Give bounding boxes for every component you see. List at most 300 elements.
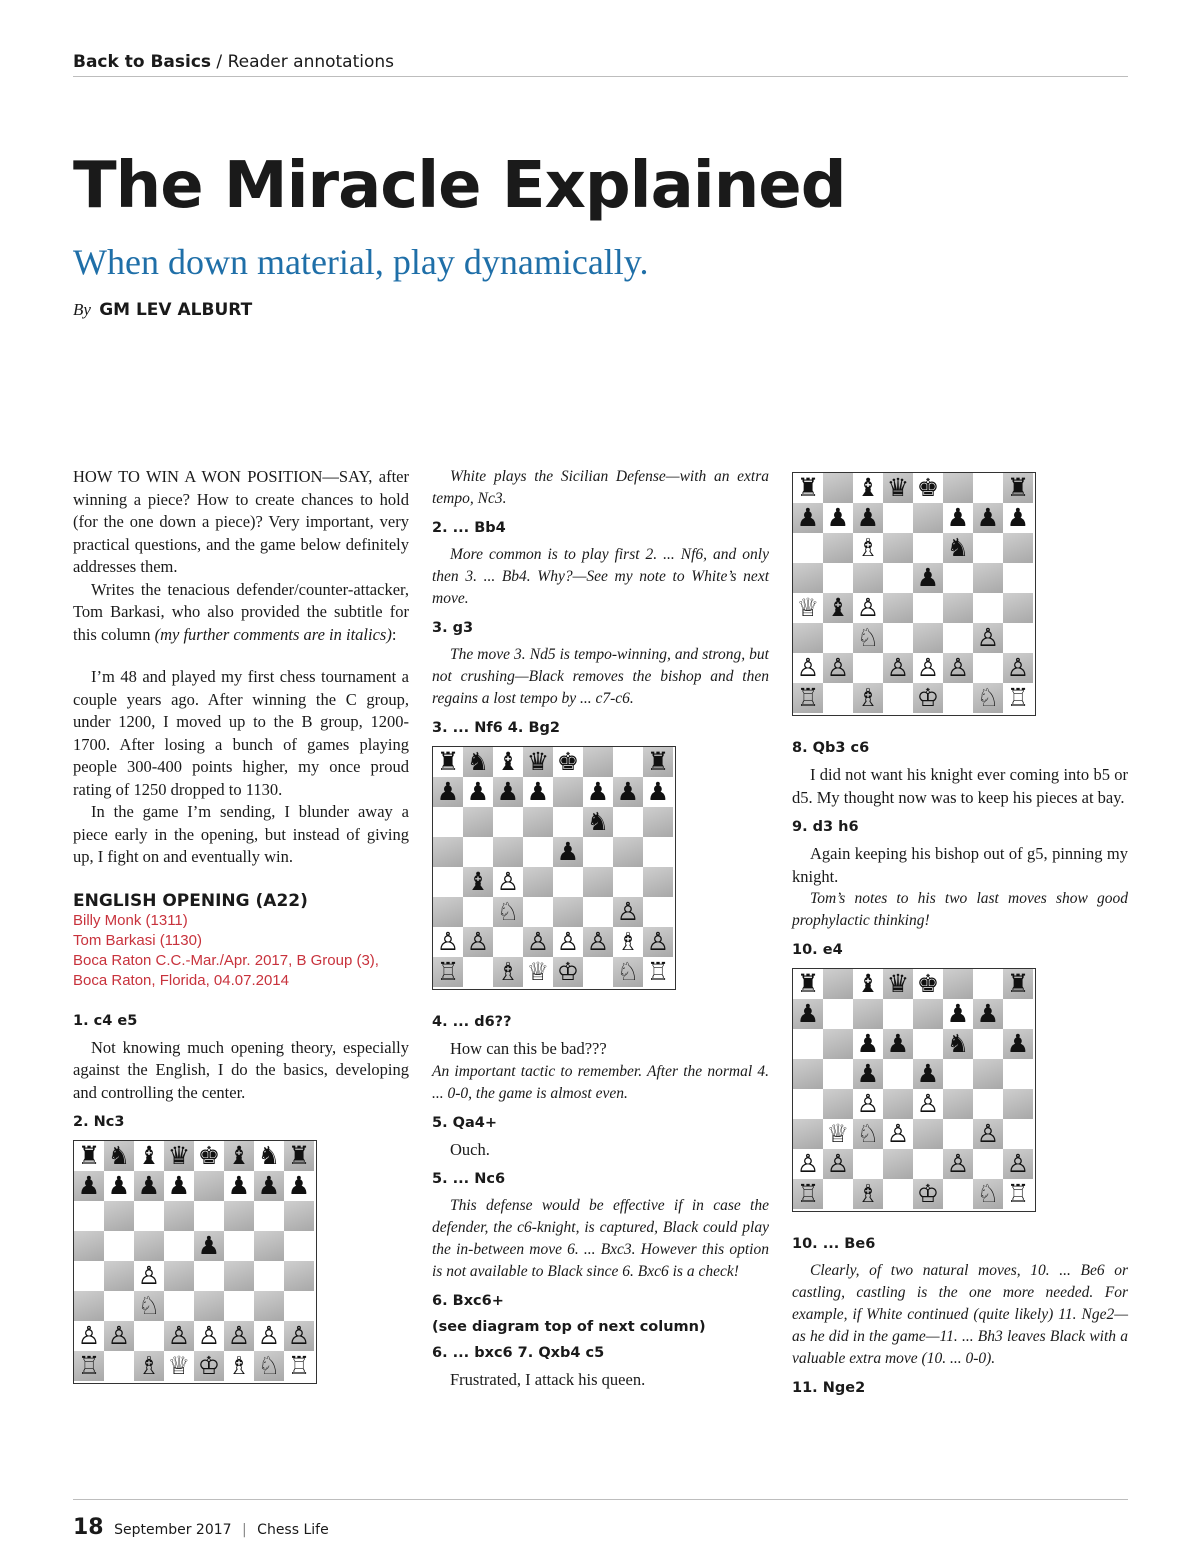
white-pawn-icon: ♙	[823, 1149, 853, 1179]
move: 11. Nge2	[792, 1380, 866, 1396]
white-queen-icon: ♕	[823, 1119, 853, 1149]
board-square	[853, 1149, 883, 1179]
white-bishop-icon: ♗	[613, 927, 643, 957]
italic-note: Tom’s notes to his two last moves show good prophylactic thinking!	[792, 890, 1128, 929]
board-square	[943, 473, 973, 503]
black-pawn-icon: ♟	[943, 503, 973, 533]
board-square	[164, 1231, 194, 1261]
board-square	[194, 1201, 224, 1231]
white-bishop-icon: ♗	[853, 533, 883, 563]
board-square	[973, 1149, 1003, 1179]
board-square	[823, 1179, 853, 1209]
black-pawn-icon: ♟	[613, 777, 643, 807]
board-square	[643, 897, 673, 927]
black-queen-icon: ♛	[883, 473, 913, 503]
white-rook-icon: ♖	[1003, 1179, 1033, 1209]
white-rook-icon: ♖	[284, 1351, 314, 1381]
board-square	[883, 533, 913, 563]
move: 6. Bxc6+	[432, 1293, 504, 1309]
board-square	[583, 837, 613, 867]
header-rule	[73, 76, 1128, 77]
white-rook-icon: ♖	[643, 957, 673, 987]
board-square	[284, 1231, 314, 1261]
white-pawn-icon: ♙	[74, 1321, 104, 1351]
board-square	[1003, 623, 1033, 653]
move: 4. ... d6??	[432, 1014, 512, 1030]
board-square	[823, 473, 853, 503]
board-square	[1003, 1059, 1033, 1089]
black-pawn-icon: ♟	[1003, 503, 1033, 533]
white-pawn-icon: ♙	[973, 623, 1003, 653]
board-square	[164, 1291, 194, 1321]
board-square	[194, 1291, 224, 1321]
board-square	[883, 563, 913, 593]
board-square	[853, 653, 883, 683]
white-pawn-icon: ♙	[943, 653, 973, 683]
section-divider: /	[211, 52, 228, 72]
white-king-icon: ♔	[194, 1351, 224, 1381]
black-pawn-icon: ♟	[823, 503, 853, 533]
board-square	[973, 653, 1003, 683]
move: 3. ... Nf6 4. Bg2	[432, 720, 560, 736]
board-square	[74, 1261, 104, 1291]
board-square	[1003, 999, 1033, 1029]
white-king-icon: ♔	[553, 957, 583, 987]
board-square	[583, 897, 613, 927]
black-pawn-icon: ♟	[943, 999, 973, 1029]
white-pawn-icon: ♙	[973, 1119, 1003, 1149]
board-square	[823, 1089, 853, 1119]
move: 8. Qb3 c6	[792, 740, 870, 756]
byline	[73, 300, 252, 320]
black-pawn-icon: ♟	[853, 503, 883, 533]
black-pawn-icon: ♟	[583, 777, 613, 807]
board-square	[943, 593, 973, 623]
board-square	[823, 563, 853, 593]
board-square	[553, 807, 583, 837]
white-rook-icon: ♖	[1003, 683, 1033, 713]
board-square	[1003, 593, 1033, 623]
white-queen-icon: ♕	[164, 1351, 194, 1381]
board-square	[433, 897, 463, 927]
black-rook-icon: ♜	[433, 747, 463, 777]
issue-date: September 2017	[114, 1522, 232, 1538]
move: 10. ... Be6	[792, 1236, 876, 1252]
black-king-icon: ♚	[913, 473, 943, 503]
black-bishop-icon: ♝	[493, 747, 523, 777]
board-square	[134, 1231, 164, 1261]
board-square	[823, 533, 853, 563]
board-square	[463, 837, 493, 867]
paragraph: How can this be bad???	[450, 1039, 607, 1058]
white-pawn-icon: ♙	[164, 1321, 194, 1351]
board-square	[793, 533, 823, 563]
board-square	[973, 563, 1003, 593]
board-square	[493, 927, 523, 957]
section-name: Back to Basics	[73, 52, 212, 72]
white-pawn-icon: ♙	[134, 1261, 164, 1291]
board-square	[194, 1171, 224, 1201]
board-square	[1003, 1119, 1033, 1149]
white-pawn-icon: ♙	[913, 1089, 943, 1119]
white-pawn-icon: ♙	[883, 1119, 913, 1149]
black-rook-icon: ♜	[74, 1141, 104, 1171]
byline-author: GM LEV ALBURT	[99, 300, 253, 320]
black-pawn-icon: ♟	[973, 503, 1003, 533]
white-pawn-icon: ♙	[493, 867, 523, 897]
black-pawn-icon: ♟	[433, 777, 463, 807]
board-square	[463, 957, 493, 987]
italic-note: (my further comments are in italics)	[154, 624, 392, 644]
white-pawn-icon: ♙	[943, 1149, 973, 1179]
board-square	[883, 623, 913, 653]
board-square	[613, 867, 643, 897]
white-rook-icon: ♖	[793, 683, 823, 713]
chess-diagram-3	[792, 472, 1036, 716]
white-bishop-icon: ♗	[134, 1351, 164, 1381]
white-knight-icon: ♘	[973, 683, 1003, 713]
board-square	[164, 1261, 194, 1291]
game-heading: ENGLISH OPENING (A22)	[73, 890, 308, 911]
board-square	[134, 1201, 164, 1231]
board-square	[973, 1029, 1003, 1059]
black-queen-icon: ♛	[883, 969, 913, 999]
board-square	[943, 1179, 973, 1209]
board-square	[613, 837, 643, 867]
column-2	[432, 466, 769, 1392]
italic-note: More common is to play first 2. ... Nf6, and only then 3. ... Bb4. Why?—See my note to White’s next move.	[432, 546, 769, 607]
board-square	[194, 1261, 224, 1291]
magazine-name: Chess Life	[257, 1522, 329, 1538]
black-pawn-icon: ♟	[793, 503, 823, 533]
chess-diagram-4	[792, 968, 1036, 1212]
paragraph: I did not want his knight ever coming into b5 or d5. My thought now was to keep his pieces at bay.	[792, 765, 1128, 807]
board-square	[583, 957, 613, 987]
board-square	[943, 1089, 973, 1119]
board-square	[943, 1059, 973, 1089]
black-rook-icon: ♜	[793, 969, 823, 999]
board-square	[104, 1201, 134, 1231]
white-pawn-icon: ♙	[553, 927, 583, 957]
white-bishop-icon: ♗	[493, 957, 523, 987]
board-square	[823, 969, 853, 999]
board-square	[553, 777, 583, 807]
board-square	[943, 683, 973, 713]
paragraph: Again keeping his bishop out of g5, pinning my knight.	[792, 844, 1128, 886]
board-square	[254, 1291, 284, 1321]
board-square	[793, 1089, 823, 1119]
white-knight-icon: ♘	[853, 623, 883, 653]
board-square	[553, 897, 583, 927]
board-square	[913, 593, 943, 623]
board-square	[853, 563, 883, 593]
white-knight-icon: ♘	[493, 897, 523, 927]
board-square	[493, 837, 523, 867]
black-pawn-icon: ♟	[973, 999, 1003, 1029]
italic-note: Clearly, of two natural moves, 10. ... Be6 or castling, castling is the one more needed. For example, if White continued (quite likely) 11. Nge2—as he did in the game—11. ... Bh3 leaves Black with a valuable extra move (10. ... 0-0).	[792, 1262, 1128, 1367]
board-square	[883, 1179, 913, 1209]
black-pawn-icon: ♟	[463, 777, 493, 807]
board-square	[1003, 563, 1033, 593]
white-pawn-icon: ♙	[104, 1321, 134, 1351]
black-pawn-icon: ♟	[853, 1059, 883, 1089]
black-pawn-icon: ♟	[284, 1171, 314, 1201]
black-pawn-icon: ♟	[224, 1171, 254, 1201]
board-square	[913, 1149, 943, 1179]
black-bishop-icon: ♝	[853, 969, 883, 999]
white-queen-icon: ♕	[793, 593, 823, 623]
board-square	[793, 1029, 823, 1059]
board-square	[973, 1059, 1003, 1089]
board-square	[74, 1231, 104, 1261]
white-rook-icon: ♖	[793, 1179, 823, 1209]
move: 2. Nc3	[73, 1114, 125, 1130]
white-bishop-icon: ♗	[853, 683, 883, 713]
board-square	[463, 897, 493, 927]
board-square	[433, 867, 463, 897]
board-square	[463, 807, 493, 837]
black-rook-icon: ♜	[1003, 969, 1033, 999]
board-square	[224, 1261, 254, 1291]
board-square	[284, 1261, 314, 1291]
intro-paragraph: HOW TO WIN A WON POSITION—SAY, after winning a piece? How to create chances to hold (for the one down a piece)? Very important, very practical questions, and the game below definitely addresses them.	[73, 467, 409, 576]
black-pawn-icon: ♟	[913, 1059, 943, 1089]
black-knight-icon: ♞	[583, 807, 613, 837]
board-square	[793, 1059, 823, 1089]
board-square	[913, 999, 943, 1029]
black-rook-icon: ♜	[1003, 473, 1033, 503]
board-square	[793, 1119, 823, 1149]
board-square	[883, 503, 913, 533]
white-king-icon: ♔	[913, 683, 943, 713]
move: 5. ... Nc6	[432, 1171, 506, 1187]
board-square	[254, 1231, 284, 1261]
black-player: Tom Barkasi (1130)	[73, 931, 202, 949]
black-pawn-icon: ♟	[553, 837, 583, 867]
white-pawn-icon: ♙	[643, 927, 673, 957]
chess-diagram-1	[73, 1140, 317, 1384]
board-square	[853, 999, 883, 1029]
black-rook-icon: ♜	[643, 747, 673, 777]
board-square	[583, 747, 613, 777]
white-pawn-icon: ♙	[853, 593, 883, 623]
board-square	[943, 623, 973, 653]
game-event: Boca Raton C.C.-Mar./Apr. 2017, B Group (3), Boca Raton, Florida, 04.07.2014	[73, 951, 379, 989]
white-pawn-icon: ♙	[433, 927, 463, 957]
white-pawn-icon: ♙	[463, 927, 493, 957]
white-knight-icon: ♘	[853, 1119, 883, 1149]
board-square	[613, 747, 643, 777]
page-number: 18	[73, 1515, 104, 1540]
black-bishop-icon: ♝	[224, 1141, 254, 1171]
board-square	[74, 1291, 104, 1321]
board-square	[883, 1089, 913, 1119]
subsection-name: Reader annotations	[227, 52, 395, 72]
white-pawn-icon: ♙	[793, 1149, 823, 1179]
white-pawn-icon: ♙	[1003, 1149, 1033, 1179]
board-square	[883, 593, 913, 623]
paragraph: Frustrated, I attack his queen.	[450, 1370, 646, 1389]
board-square	[643, 837, 673, 867]
board-square	[284, 1291, 314, 1321]
board-square	[823, 683, 853, 713]
black-pawn-icon: ♟	[194, 1231, 224, 1261]
board-square	[523, 867, 553, 897]
board-square	[224, 1231, 254, 1261]
black-pawn-icon: ♟	[1003, 1029, 1033, 1059]
black-bishop-icon: ♝	[134, 1141, 164, 1171]
board-square	[943, 969, 973, 999]
white-bishop-icon: ♗	[853, 1179, 883, 1209]
column-1	[73, 466, 409, 1394]
move: 2. ... Bb4	[432, 520, 506, 536]
white-pawn-icon: ♙	[224, 1321, 254, 1351]
paragraph: Not knowing much opening theory, especially against the English, I do the basics, developing and controlling the center.	[73, 1037, 409, 1102]
board-square	[523, 807, 553, 837]
black-bishop-icon: ♝	[823, 593, 853, 623]
move: 3. g3	[432, 620, 474, 636]
white-player: Billy Monk (1311)	[73, 911, 188, 929]
white-knight-icon: ♘	[134, 1291, 164, 1321]
black-queen-icon: ♛	[164, 1141, 194, 1171]
italic-note: The move 3. Nd5 is tempo-winning, and strong, but not crushing—Black removes the bishop and then regains a lost tempo by ... c7-c6.	[432, 646, 769, 707]
footer-rule	[73, 1499, 1128, 1500]
paragraph-text: Writes the tenacious defender/counter-attacker, Tom Barkasi, who also provided the subtitle for this column	[73, 579, 409, 644]
move: 5. Qa4+	[432, 1114, 497, 1131]
board-square	[1003, 1089, 1033, 1119]
board-square	[913, 503, 943, 533]
column-3	[792, 466, 1128, 1404]
board-square	[553, 867, 583, 897]
board-square	[134, 1321, 164, 1351]
black-pawn-icon: ♟	[793, 999, 823, 1029]
black-rook-icon: ♜	[793, 473, 823, 503]
black-knight-icon: ♞	[463, 747, 493, 777]
white-pawn-icon: ♙	[823, 653, 853, 683]
board-square	[883, 1059, 913, 1089]
board-square	[793, 563, 823, 593]
board-square	[793, 623, 823, 653]
black-knight-icon: ♞	[104, 1141, 134, 1171]
board-square	[823, 1029, 853, 1059]
board-square	[224, 1291, 254, 1321]
black-pawn-icon: ♟	[104, 1171, 134, 1201]
black-king-icon: ♚	[553, 747, 583, 777]
paragraph	[73, 579, 409, 647]
board-square	[973, 533, 1003, 563]
board-square	[493, 807, 523, 837]
board-square	[913, 623, 943, 653]
board-square	[433, 837, 463, 867]
board-square	[224, 1201, 254, 1231]
white-pawn-icon: ♙	[793, 653, 823, 683]
board-square	[164, 1201, 194, 1231]
white-bishop-icon: ♗	[224, 1351, 254, 1381]
board-square	[973, 473, 1003, 503]
white-pawn-icon: ♙	[853, 1089, 883, 1119]
black-pawn-icon: ♟	[643, 777, 673, 807]
board-square	[104, 1291, 134, 1321]
board-square	[913, 1119, 943, 1149]
white-queen-icon: ♕	[523, 957, 553, 987]
board-square	[613, 807, 643, 837]
board-square	[913, 1029, 943, 1059]
italic-note: This defense would be effective if in case the defender, the c6-knight, is captured, Black could play the in-between move 6. ... Bxc3. However this option is not available to Black since 6. Bxc6 is a check!	[432, 1197, 769, 1280]
black-pawn-icon: ♟	[913, 563, 943, 593]
board-square	[74, 1201, 104, 1231]
move: 10. e4	[792, 942, 843, 958]
black-pawn-icon: ♟	[164, 1171, 194, 1201]
white-rook-icon: ♖	[74, 1351, 104, 1381]
white-pawn-icon: ♙	[523, 927, 553, 957]
board-square	[104, 1351, 134, 1381]
board-square	[284, 1201, 314, 1231]
paragraph: Ouch.	[450, 1139, 490, 1159]
board-square	[943, 563, 973, 593]
board-square	[254, 1201, 284, 1231]
move-note: (see diagram top of next column)	[432, 1319, 706, 1335]
board-square	[883, 683, 913, 713]
board-square	[973, 1089, 1003, 1119]
chess-diagram-2	[432, 746, 676, 990]
white-pawn-icon: ♙	[1003, 653, 1033, 683]
black-rook-icon: ♜	[284, 1141, 314, 1171]
white-pawn-icon: ♙	[194, 1321, 224, 1351]
white-pawn-icon: ♙	[254, 1321, 284, 1351]
white-knight-icon: ♘	[254, 1351, 284, 1381]
white-knight-icon: ♘	[613, 957, 643, 987]
page-footer	[73, 1515, 329, 1540]
black-knight-icon: ♞	[943, 1029, 973, 1059]
section-header	[73, 52, 1128, 72]
board-square	[823, 623, 853, 653]
board-square	[943, 1119, 973, 1149]
black-queen-icon: ♛	[523, 747, 553, 777]
white-pawn-icon: ♙	[913, 653, 943, 683]
board-square	[583, 867, 613, 897]
paragraph: In the game I’m sending, I blunder away a piece early in the opening, but instead of giving up, I fight on and eventually win.	[73, 802, 409, 866]
board-square	[883, 1149, 913, 1179]
board-square	[823, 999, 853, 1029]
board-square	[523, 897, 553, 927]
move: 9. d3 h6	[792, 819, 859, 835]
white-pawn-icon: ♙	[583, 927, 613, 957]
white-pawn-icon: ♙	[883, 653, 913, 683]
board-square	[104, 1231, 134, 1261]
black-bishop-icon: ♝	[463, 867, 493, 897]
board-square	[104, 1261, 134, 1291]
article-subtitle: When down material, play dynamically.	[73, 242, 649, 282]
board-square	[643, 807, 673, 837]
white-pawn-icon: ♙	[613, 897, 643, 927]
white-knight-icon: ♘	[973, 1179, 1003, 1209]
board-square	[913, 533, 943, 563]
move: 1. c4 e5	[73, 1012, 138, 1029]
white-rook-icon: ♖	[433, 957, 463, 987]
board-square	[643, 867, 673, 897]
black-bishop-icon: ♝	[853, 473, 883, 503]
board-square	[433, 807, 463, 837]
footer-separator: |	[242, 1522, 247, 1538]
white-king-icon: ♔	[913, 1179, 943, 1209]
board-square	[973, 593, 1003, 623]
black-pawn-icon: ♟	[134, 1171, 164, 1201]
paragraph-text: :	[391, 624, 397, 644]
board-square	[973, 969, 1003, 999]
paragraph: I’m 48 and played my first chess tournament a couple years ago. After winning the C group, under 1200, I moved up to the B group, 1200-1700. After losing a bunch of games playing people 300-400 points higher, my once proud rating of 1250 dropped to 1130.	[73, 667, 409, 799]
article-title: The Miracle Explained	[73, 149, 846, 223]
white-pawn-icon: ♙	[284, 1321, 314, 1351]
